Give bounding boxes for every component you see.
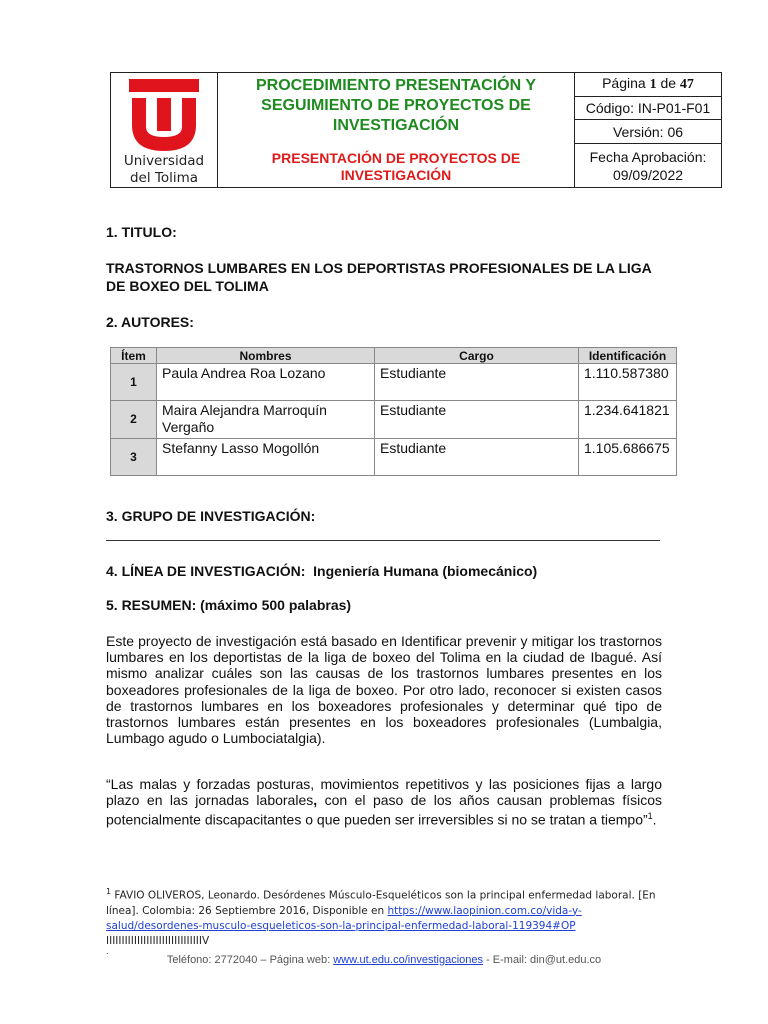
blank-answer-line xyxy=(106,540,660,541)
project-title: TRASTORNOS LUMBARES EN LOS DEPORTISTAS PROFESIONALES DE LA LIGA DE BOXEO DEL TOLIMA xyxy=(106,260,652,294)
column-header: Ítem xyxy=(111,348,157,364)
section-group-heading: 3. GRUPO DE INVESTIGACIÓN: xyxy=(106,508,316,524)
author-name: Maira Alejandra Marroquín Vergaño xyxy=(157,401,375,439)
table-row xyxy=(111,401,677,439)
procedure-subtitle: PRESENTACIÓN DE PROYECTOS DE INVESTIGACIÓN xyxy=(271,150,521,183)
page-total: 47 xyxy=(679,77,694,93)
table-row xyxy=(111,364,677,401)
approval-label: Fecha Aprobación: xyxy=(589,148,707,165)
summary-paragraph: Este proyecto de investigación está basado en Identificar prevenir y mitigar los trastornos lumbares en los deportistas de la liga de boxeo del Tolima en la ciudad de Ibagué. Así mismo analizar cuáles son las causas de los trastornos lumbares presentes en los boxeadores profesionales de la liga de boxeo. Por otro lado, reconocer si existen casos de trastornos lumbares en los boxeadores profesionales y determinar qué tipo de trastornos lumbares están presentes en los boxeadores profesionales (Lumbalgia, Lumbago agudo o Lumbociatalgia). xyxy=(106,633,662,747)
column-header: Nombres xyxy=(157,348,375,364)
column-header: Cargo xyxy=(375,348,579,364)
footnote xyxy=(106,884,666,949)
research-line-value: Ingeniería Humana (biomecánico) xyxy=(313,563,538,579)
research-line-label: 4. LÍNEA DE INVESTIGACIÓN: xyxy=(106,563,306,579)
approval-date: 09/09/2022 xyxy=(612,166,684,183)
document-version: Versión: 06 xyxy=(575,120,722,144)
author-name: Stefanny Lasso Mogollón xyxy=(157,439,375,476)
author-role: Estudiante xyxy=(375,439,579,476)
procedure-title: PROCEDIMIENTO PRESENTACIÓN Y SEGUIMIENTO DE PROYECTOS DE INVESTIGACIÓN xyxy=(255,77,537,134)
item-number: 1 xyxy=(111,364,157,401)
column-header: Identificación xyxy=(579,348,677,364)
section-title-heading: 1. TITULO: xyxy=(106,224,177,240)
document-header xyxy=(110,72,722,188)
author-id: 1.110.587380 xyxy=(579,364,677,401)
author-role: Estudiante xyxy=(375,364,579,401)
authors-table-header xyxy=(111,348,677,364)
item-number: 3 xyxy=(111,439,157,476)
logo-text-line1: Universidad xyxy=(123,153,205,169)
footer-phone: Teléfono: 2772040 – Página web: xyxy=(166,954,334,966)
footer-web-link[interactable]: www.ut.edu.co/investigaciones xyxy=(333,954,483,966)
logo-text-line2: del Tolima xyxy=(129,170,199,186)
footnote-text: FAVIO OLIVEROS, Leonardo. Desórdenes Músculo-Esqueléticos son la principal enfermedad laboral. [En línea]. Colombia: 26 Septiembre 2016, Disponible en xyxy=(106,889,656,917)
summary-quote: “Las malas y forzadas posturas, movimientos repetitivos y las posiciones fijas a largo plazo en las jornadas laborales, con el paso de los años causan problemas físicos potencialmente discapacitantes o que pueden ser irreversibles si no se tratan a tiempo”$^1$. xyxy=(106,776,662,829)
title-cell xyxy=(218,73,575,188)
page-footer xyxy=(0,954,768,966)
table-row xyxy=(111,439,677,476)
section-authors-heading: 2. AUTORES: xyxy=(106,314,194,330)
author-id: 1.105.686675 xyxy=(579,439,677,476)
footnote-number: 1 xyxy=(106,887,112,896)
page-number: 1 xyxy=(649,77,657,93)
footnote-link[interactable]: https://www.laopinion.com.co/vida-y-salud/desordenes-musculo-esqueleticos-son-la-principal-enfermedad-laboral-119394#OP xyxy=(106,904,582,932)
footnote-trail: IIIIIIIIIIIIIIIIIIIIIIIIIIIIIIIV xyxy=(106,934,210,947)
section-summary-heading: 5. RESUMEN: (máximo 500 palabras) xyxy=(106,597,352,613)
author-id: 1.234.641821 xyxy=(579,401,677,439)
author-name: Paula Andrea Roa Lozano xyxy=(157,364,375,401)
university-logo-icon xyxy=(129,79,199,151)
author-role: Estudiante xyxy=(375,401,579,439)
footer-email: - E-mail: din@ut.edu.co xyxy=(483,954,602,966)
logo-cell xyxy=(111,73,218,188)
page-indicator: Página 1 de 47 xyxy=(575,73,722,97)
footnote-reference: 1 xyxy=(647,811,653,822)
item-number: 2 xyxy=(111,401,157,439)
document-code: Código: IN-P01-F01 xyxy=(575,96,722,120)
section-line-heading xyxy=(106,563,537,579)
stray-dot: . xyxy=(106,946,109,956)
authors-table xyxy=(110,347,677,476)
approval-date-cell xyxy=(575,144,722,188)
